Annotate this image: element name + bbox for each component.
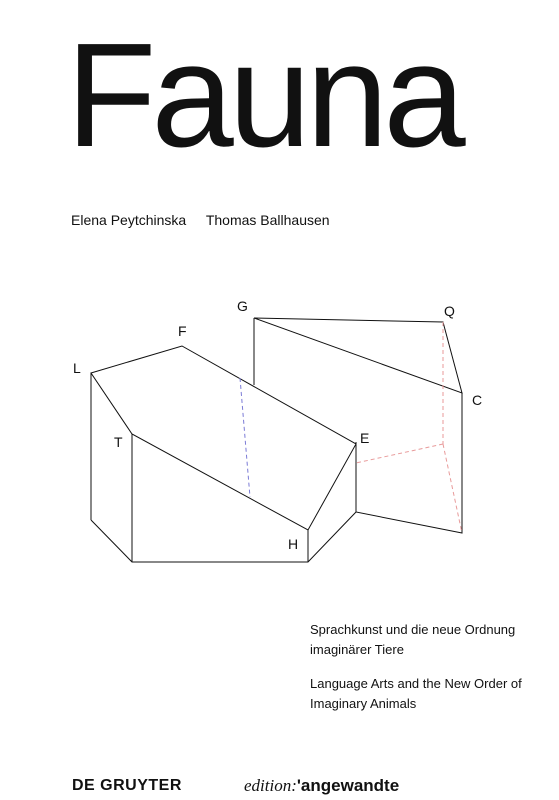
imprint-name: 'angewandte [296, 776, 400, 795]
point-label-q: Q [444, 303, 455, 319]
hidden-edge [443, 444, 462, 533]
subtitle-german: Sprachkunst und die neue Ordnung imaginärer Tiere [310, 622, 516, 657]
panel-edge [356, 393, 462, 533]
point-label-h: H [288, 536, 299, 552]
author-name: Thomas Ballhausen [205, 212, 330, 228]
point-label-t: T [114, 434, 123, 450]
authors [71, 212, 346, 228]
point-label-c: C [472, 392, 483, 408]
imprint-prefix: edition: [244, 776, 297, 795]
panel-top-face [254, 318, 462, 393]
prism-top-face [91, 346, 356, 530]
hidden-edge [356, 444, 443, 463]
point-label-e: E [360, 430, 370, 446]
point-label-l: L [73, 360, 81, 376]
book-title: Fauna [66, 13, 461, 178]
imprint-logo [244, 776, 399, 796]
publisher-logo: DE GRUYTER [72, 777, 182, 794]
hidden-edge [240, 378, 250, 497]
subtitle-english: Language Arts and the New Order of Imaginary Animals [310, 676, 522, 711]
point-label-f: F [178, 323, 187, 339]
point-label-g: G [237, 298, 248, 314]
prism-bottom-edge [91, 512, 356, 562]
geometric-illustration [0, 280, 559, 590]
author-name: Elena Peytchinska [71, 212, 187, 228]
